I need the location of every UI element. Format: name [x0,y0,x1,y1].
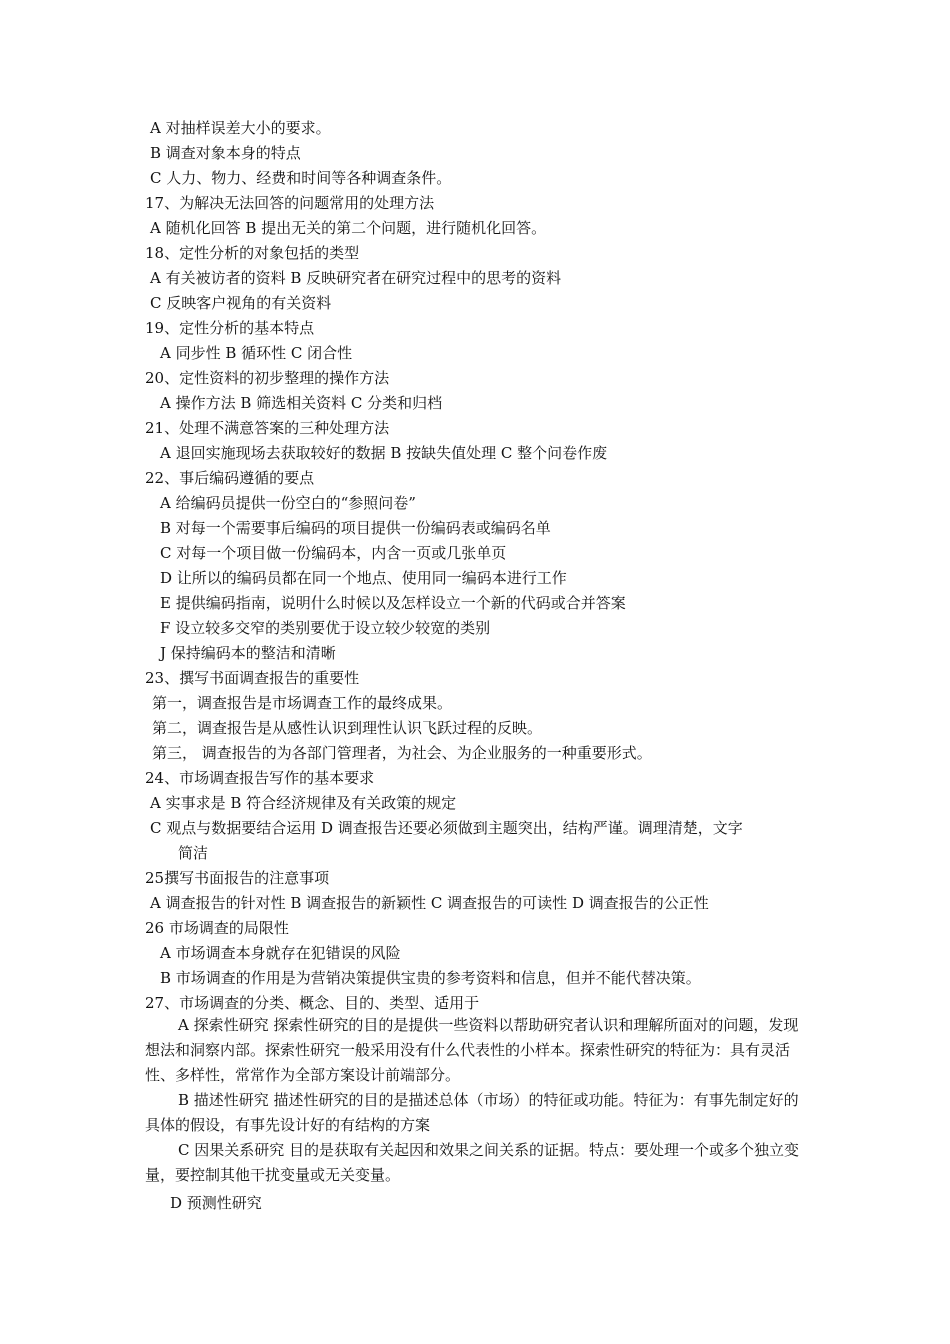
text-line: D 让所以的编码员都在同一个地点、使用同一编码本进行工作 [160,569,567,587]
text-line: A 退回实施现场去获取较好的数据 B 按缺失值处理 C 整个问卷作废 [160,444,608,462]
text-line: 第三， 调查报告的为各部门管理者，为社会、为企业服务的一种重要形式。 [152,744,652,762]
question-heading: 24、市场调查报告写作的基本要求 [145,769,375,787]
question-heading: 18、定性分析的对象包括的类型 [145,244,360,262]
text-line: A 调查报告的针对性 B 调查报告的新颖性 C 调查报告的可读性 D 调查报告的公正性 [150,894,709,912]
text-line: A 操作方法 B 筛选相关资料 C 分类和归档 [160,394,443,412]
question-heading: 27、市场调查的分类、概念、目的、类型、适用于 [145,994,480,1012]
text-line: C 对每一个项目做一份编码本，内含一页或几张单页 [160,544,507,562]
text-line: 第二，调查报告是从感性认识到理性认识飞跃过程的反映。 [152,719,543,737]
text-line: F 设立较多交窄的类别要优于设立较少较宽的类别 [160,619,491,637]
question-heading: 23、撰写书面调查报告的重要性 [145,669,360,687]
text-line: C 反映客户视角的有关资料 [150,294,332,312]
text-line: B 对每一个需要事后编码的项目提供一份编码表或编码名单 [160,519,551,537]
text-line: B 市场调查的作用是为营销决策提供宝贵的参考资料和信息，但并不能代替决策。 [160,969,701,987]
text-line: 第一，调查报告是市场调查工作的最终成果。 [152,694,453,712]
text-line: A 实事求是 B 符合经济规律及有关政策的规定 [150,794,457,812]
paragraph-descriptive: B 描述性研究 描述性研究的目的是描述总体（市场）的特征或功能。特征为：有事先制定好的具体的假设，有事先设计好的有结构的方案 [145,1091,799,1134]
question-heading: 21、处理不满意答案的三种处理方法 [145,419,390,437]
question-heading: 19、定性分析的基本特点 [145,319,315,337]
question-heading: 22、事后编码遵循的要点 [145,469,315,487]
text-line: A 有关被访者的资料 B 反映研究者在研究过程中的思考的资料 [150,269,562,287]
question-heading: 17、为解决无法回答的问题常用的处理方法 [145,194,435,212]
text-line: E 提供编码指南，说明什么时候以及怎样设立一个新的代码或合并答案 [160,594,626,612]
question-heading: 20、定性资料的初步整理的操作方法 [145,369,390,387]
text-line: D 预测性研究 [170,1194,262,1212]
text-line: A 市场调查本身就存在犯错误的风险 [160,944,401,962]
paragraph-causal: C 因果关系研究 目的是获取有关起因和效果之间关系的证据。特点：要处理一个或多个独立变量，要控制其他干扰变量或无关变量。 [145,1141,800,1184]
question-heading: 25撰写书面报告的注意事项 [145,869,330,887]
paragraph-exploratory: A 探索性研究 探索性研究的目的是提供一些资料以帮助研究者认识和理解所面对的问题，发现想法和洞察内部。探索性研究一般采用没有什么代表性的小样本。探索性研究的特征为：具有灵活性、多样性，常常作为全部方案设计前端部分。 [145,1016,799,1084]
text-line: 简洁 [178,844,209,862]
text-line: A 随机化回答 B 提出无关的第二个问题，进行随机化回答。 [150,219,547,237]
text-line: C 人力、物力、经费和时间等各种调查条件。 [150,169,452,187]
text-line: A 对抽样误差大小的要求。 [150,119,331,137]
text-line: J 保持编码本的整洁和清晰 [160,644,336,662]
text-line: B 调查对象本身的特点 [150,144,301,162]
question-heading: 26 市场调查的局限性 [145,919,289,937]
text-line: A 给编码员提供一份空白的“参照问卷” [160,494,416,512]
text-line: A 同步性 B 循环性 C 闭合性 [160,344,353,362]
text-line: C 观点与数据要结合运用 D 调查报告还要必须做到主题突出，结构严谨。调理清楚，文字 [150,819,743,837]
